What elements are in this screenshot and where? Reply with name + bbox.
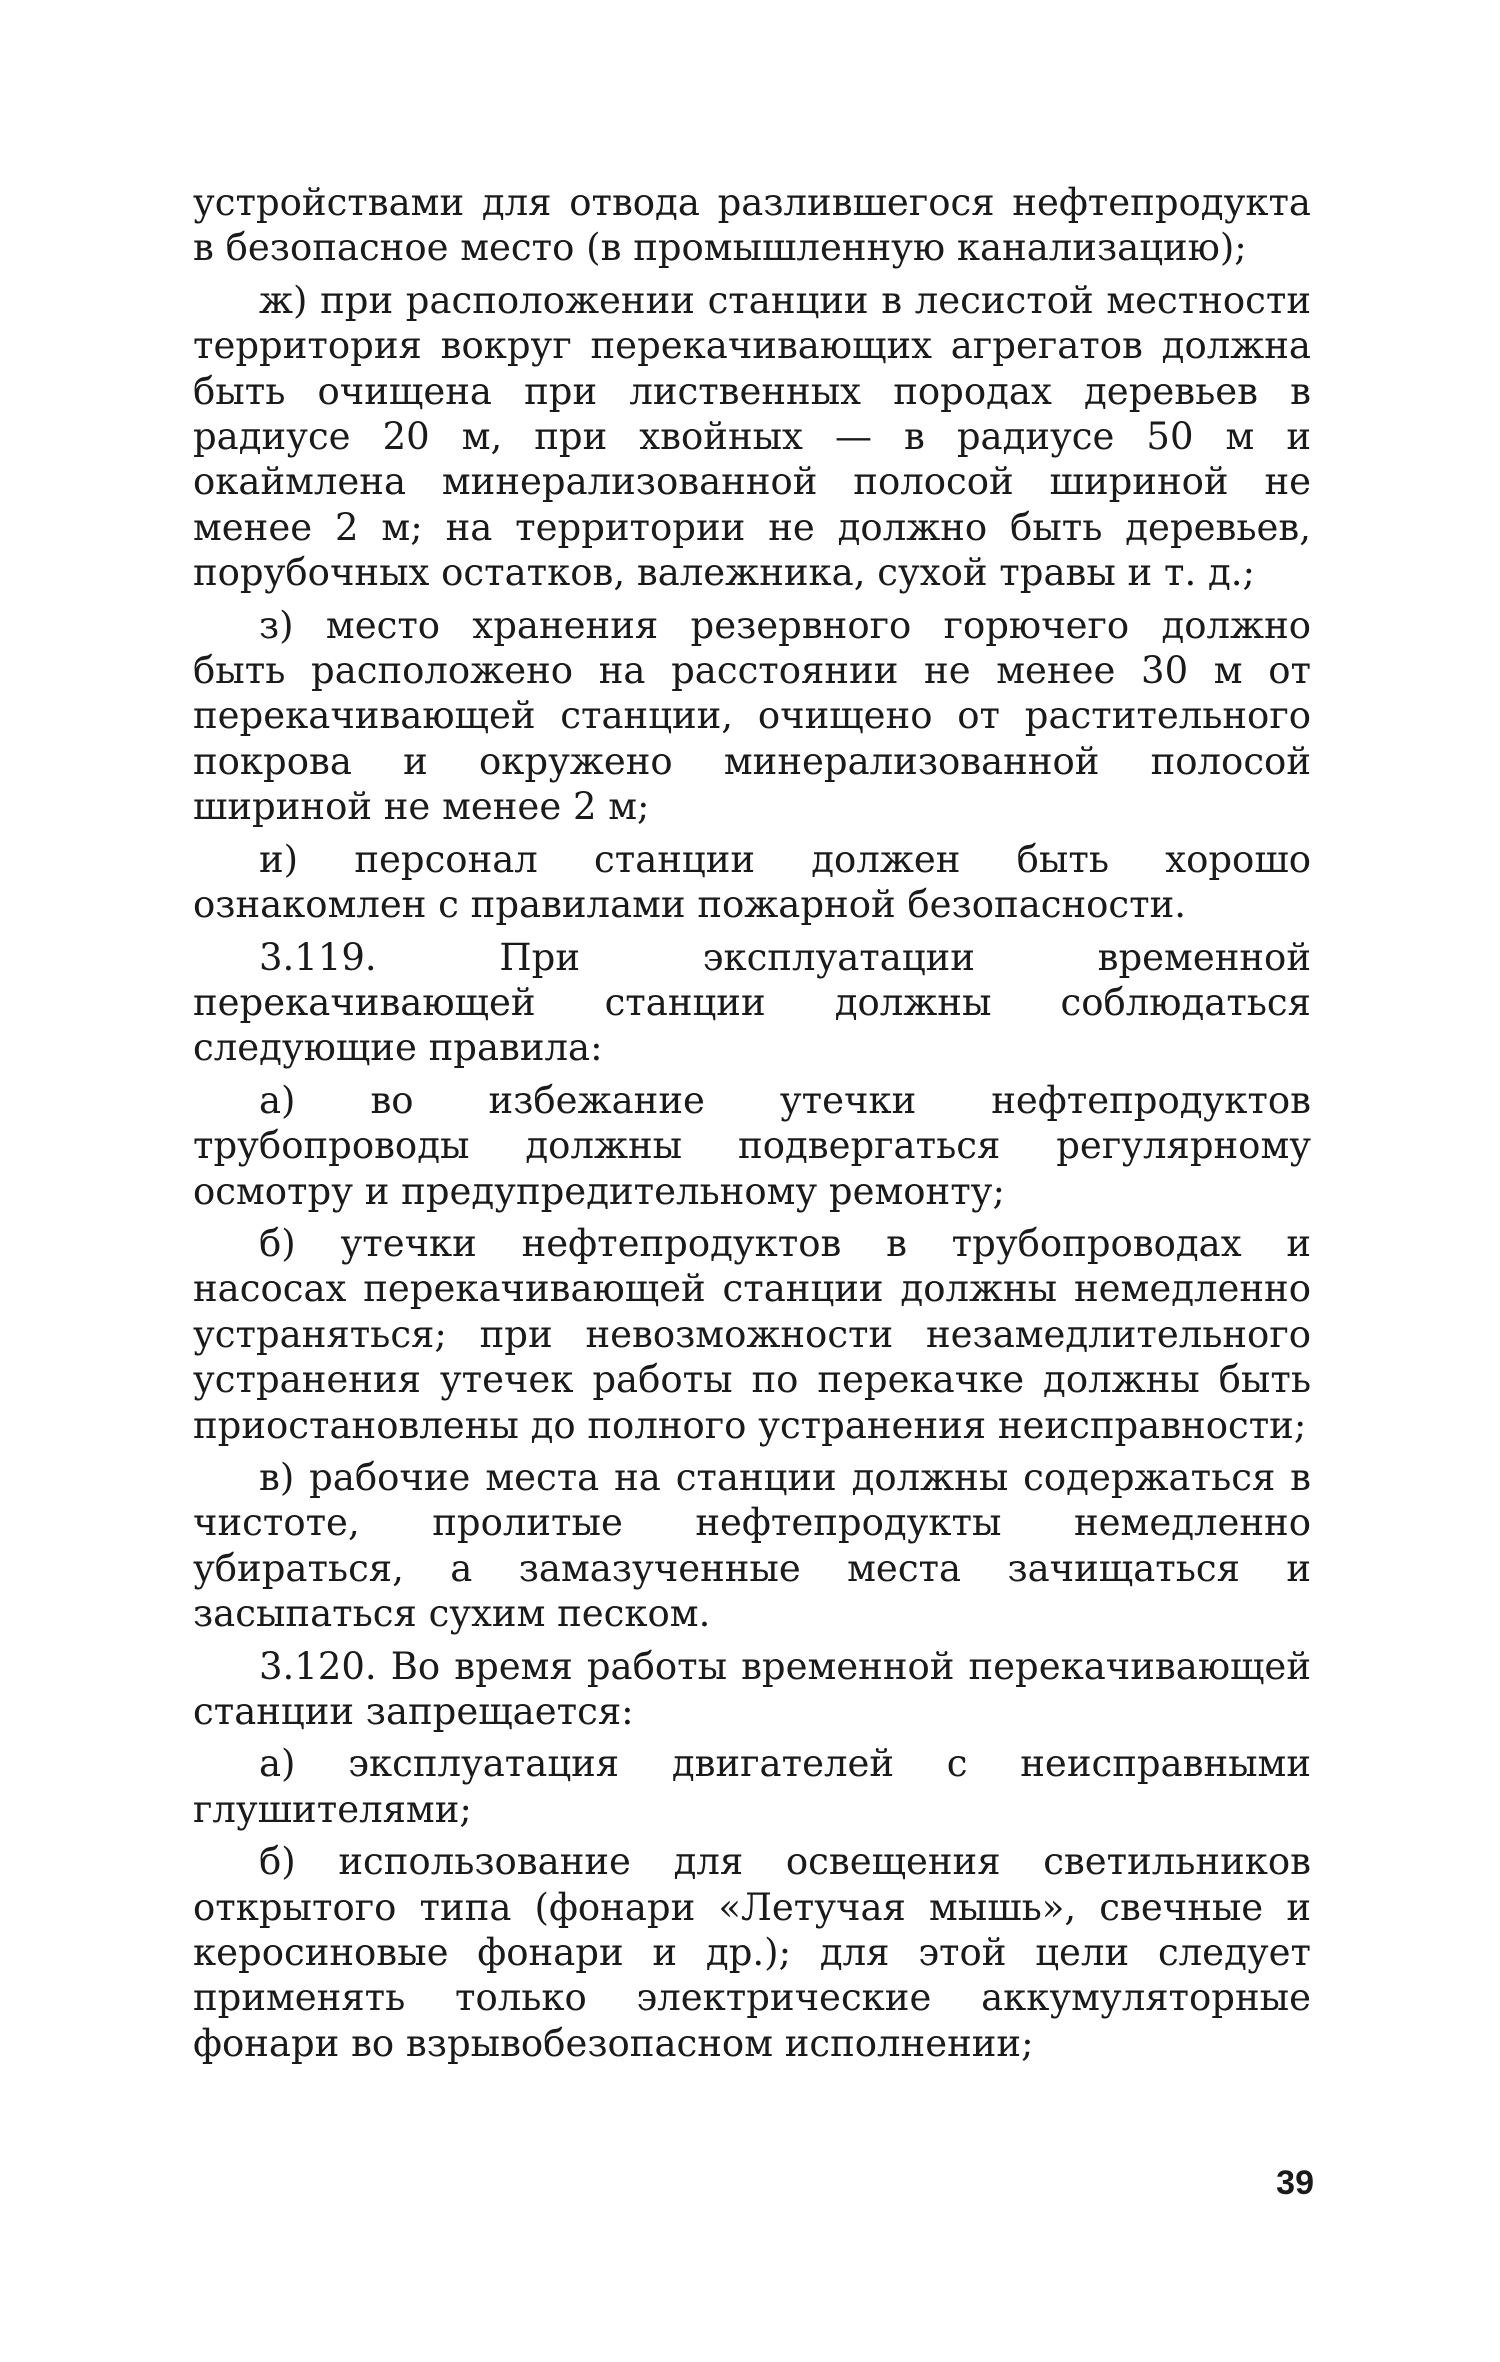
paragraph-item-a-2: а) эксплуатация двигателей с неисправными глушителями; [193,1742,1311,1831]
paragraph-item-a: а) во избежание утечки нефтепродуктов трубопроводы должны подвергаться регулярному осмотру и предупредительному ремонту; [193,1078,1311,1213]
paragraph-item-b: б) утечки нефтепродуктов в трубопроводах и насосах перекачивающей станции должны немедленно устраняться; при невозможности незамедлительного устранения утечек работы по перекачке должны быть приостановлены до полного устранения неисправности; [193,1221,1311,1447]
paragraph-section-3-119: 3.119. При эксплуатации временной перекачивающей станции должны соблюдаться следующие правила: [193,935,1311,1070]
page-number: 39 [1276,2164,1314,2202]
paragraph-section-3-120: 3.120. Во время работы временной перекачивающей станции запрещается: [193,1644,1311,1733]
paragraph-item-b-2: б) использование для освещения светильников открытого типа (фонари «Летучая мышь», свечные и керосиновые фонари и др.); для этой цели следует применять только электрические аккумуляторные фонари во взрывобезопасном исполнении; [193,1840,1311,2065]
body-text [193,180,1311,2073]
paragraph-item-i: и) персонал станции должен быть хорошо ознакомлен с правилами пожарной безопасности. [193,837,1311,927]
paragraph-item-zh: ж) при расположении станции в лесистой местности территория вокруг перекачивающих агрегатов должна быть очищена при лиственных породах деревьев в радиусе 20 м, при хвойных — в радиусе 50 м и окаймлена минерализованной полосой шириной не менее 2 м; на территории не должно быть деревьев, порубочных остатков, валежника, сухой травы и т. д.; [193,278,1311,595]
paragraph-continuation: устройствами для отвода разлившегося нефтепродукта в безопасное место (в промышленную канализацию); [193,181,1311,270]
paragraph-item-z: з) место хранения резервного горючего должно быть расположено на расстоянии не менее 30 м от перекачивающей станции, очищено от растительного покрова и окружено минерализованной полосой шириной не менее 2 м; [193,603,1311,829]
paragraph-item-v: в) рабочие места на станции должны содержаться в чистоте, пролитые нефтепродукты немедленно убираться, а замазученные места зачищаться и засыпаться сухим песком. [193,1455,1311,1636]
